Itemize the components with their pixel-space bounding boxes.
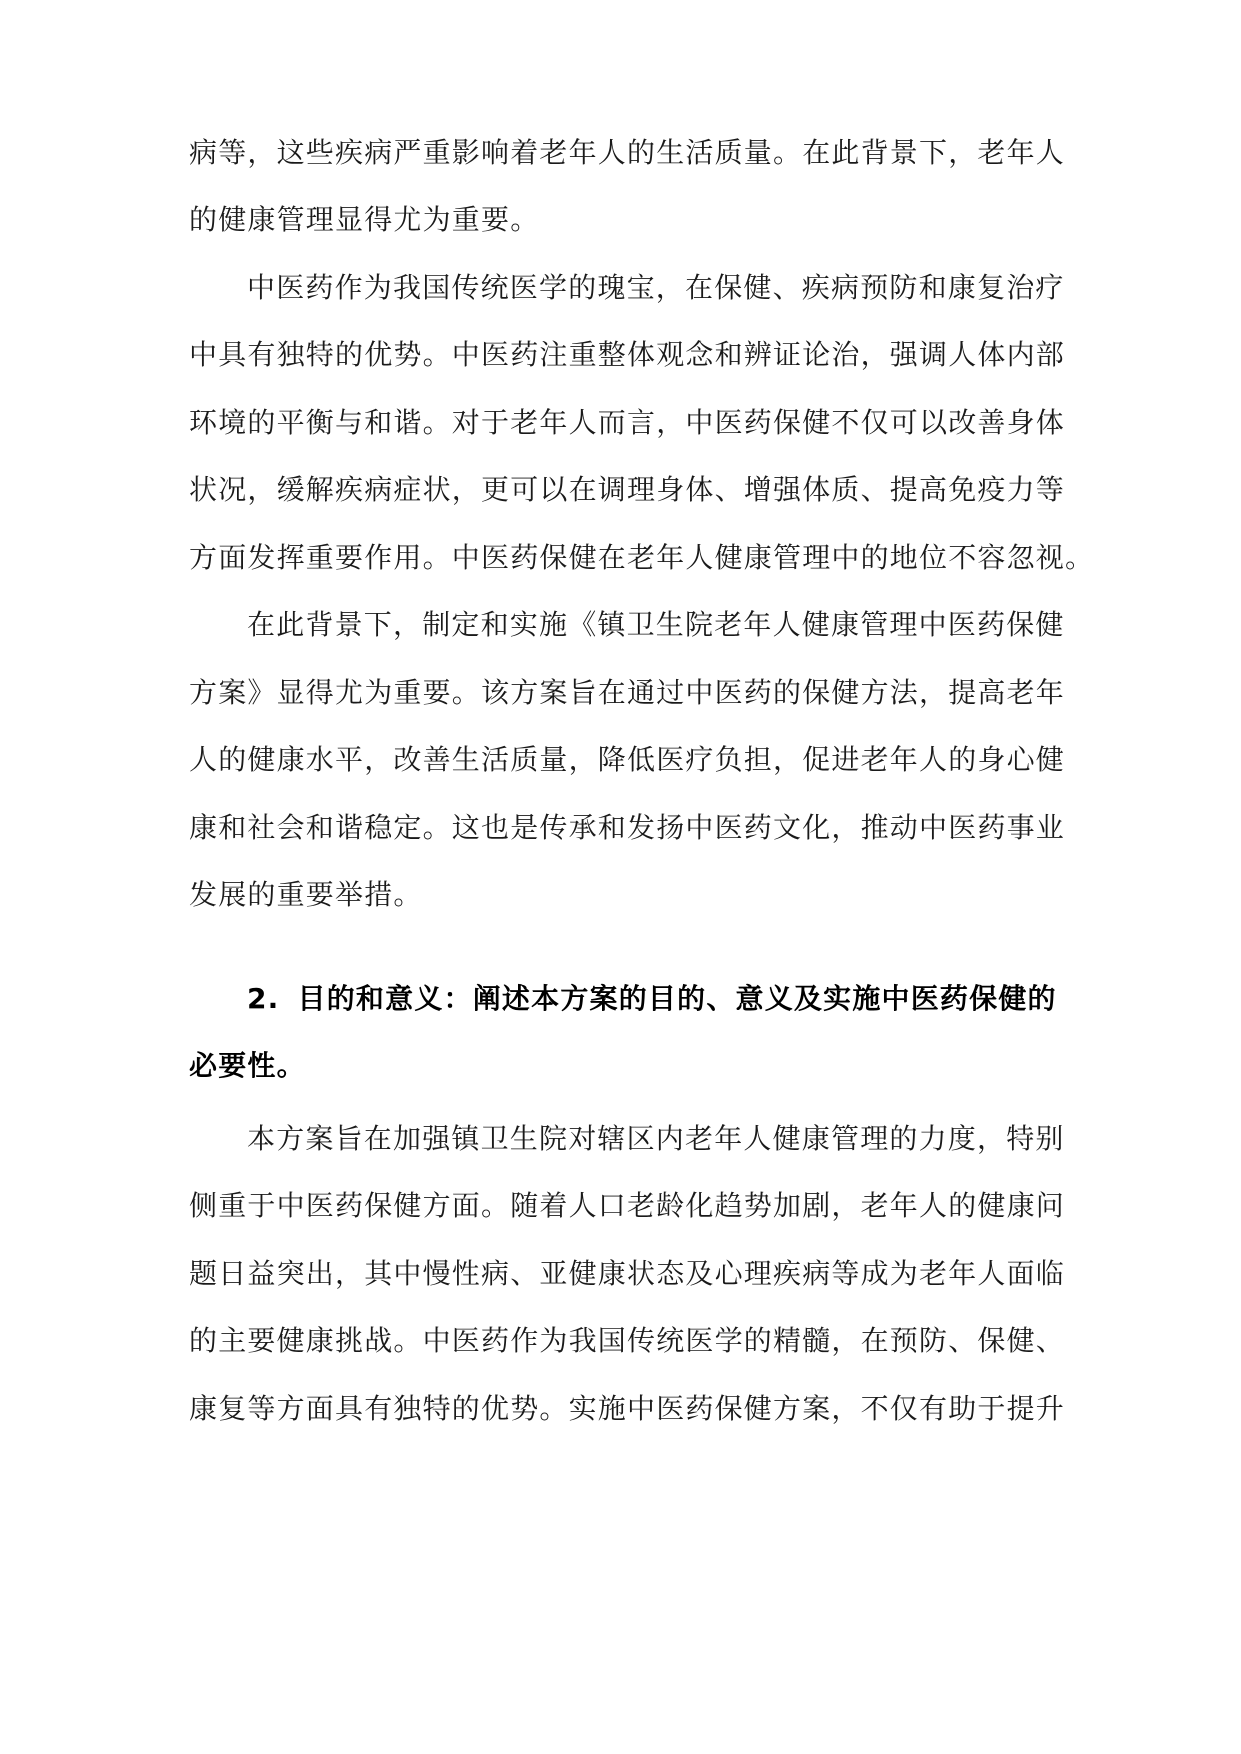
section-heading-line-2: 必要性。: [189, 1049, 306, 1082]
intro-paragraph-line-2: 的健康管理显得尤为重要。: [189, 203, 540, 236]
purpose-paragraph-line-4: 的主要健康挑战。中医药作为我国传统医学的精髓，在预防、保健、: [189, 1324, 1066, 1357]
purpose-paragraph-line-2: 侧重于中医药保健方面。随着人口老龄化趋势加剧，老年人的健康问: [189, 1189, 1066, 1222]
tcm-advantage-paragraph-line-2: 中具有独特的优势。中医药注重整体观念和辨证论治，强调人体内部: [189, 338, 1066, 371]
section-heading-number: 2.: [247, 982, 280, 1015]
purpose-paragraph-line-1: 本方案旨在加强镇卫生院对辖区内老年人健康管理的力度，特别: [247, 1122, 1065, 1155]
purpose-paragraph-line-3: 题日益突出，其中慢性病、亚健康状态及心理疾病等成为老年人面临: [189, 1257, 1066, 1290]
intro-paragraph-line-1: 病等，这些疾病严重影响着老年人的生活质量。在此背景下，老年人: [189, 136, 1066, 169]
plan-importance-paragraph-line-1: 在此背景下，制定和实施《镇卫生院老年人健康管理中医药保健: [247, 608, 1065, 641]
tcm-advantage-paragraph-line-1: 中医药作为我国传统医学的瑰宝，在保健、疾病预防和康复治疗: [247, 271, 1065, 304]
tcm-advantage-paragraph-line-3: 环境的平衡与和谐。对于老年人而言，中医药保健不仅可以改善身体: [189, 406, 1066, 439]
purpose-paragraph-line-5: 康复等方面具有独特的优势。实施中医药保健方案，不仅有助于提升: [189, 1392, 1066, 1425]
tcm-advantage-paragraph-line-4: 状况，缓解疾病症状，更可以在调理身体、增强体质、提高免疫力等: [189, 473, 1066, 506]
plan-importance-paragraph-line-3: 人的健康水平，改善生活质量，降低医疗负担，促进老年人的身心健: [189, 743, 1066, 776]
plan-importance-paragraph-line-2: 方案》显得尤为重要。该方案旨在通过中医药的保健方法，提高老年: [189, 676, 1066, 709]
tcm-advantage-paragraph-line-5: 方面发挥重要作用。中医药保健在老年人健康管理中的地位不容忽视。: [189, 541, 1095, 574]
section-heading-line-1: [247, 979, 1057, 1019]
plan-importance-paragraph-line-5: 发展的重要举措。: [189, 878, 423, 911]
plan-importance-paragraph-line-4: 康和社会和谐稳定。这也是传承和发扬中医药文化，推动中医药事业: [189, 811, 1066, 844]
section-heading-title: 目的和意义：阐述本方案的目的、意义及实施中医药保健的: [297, 982, 1057, 1015]
